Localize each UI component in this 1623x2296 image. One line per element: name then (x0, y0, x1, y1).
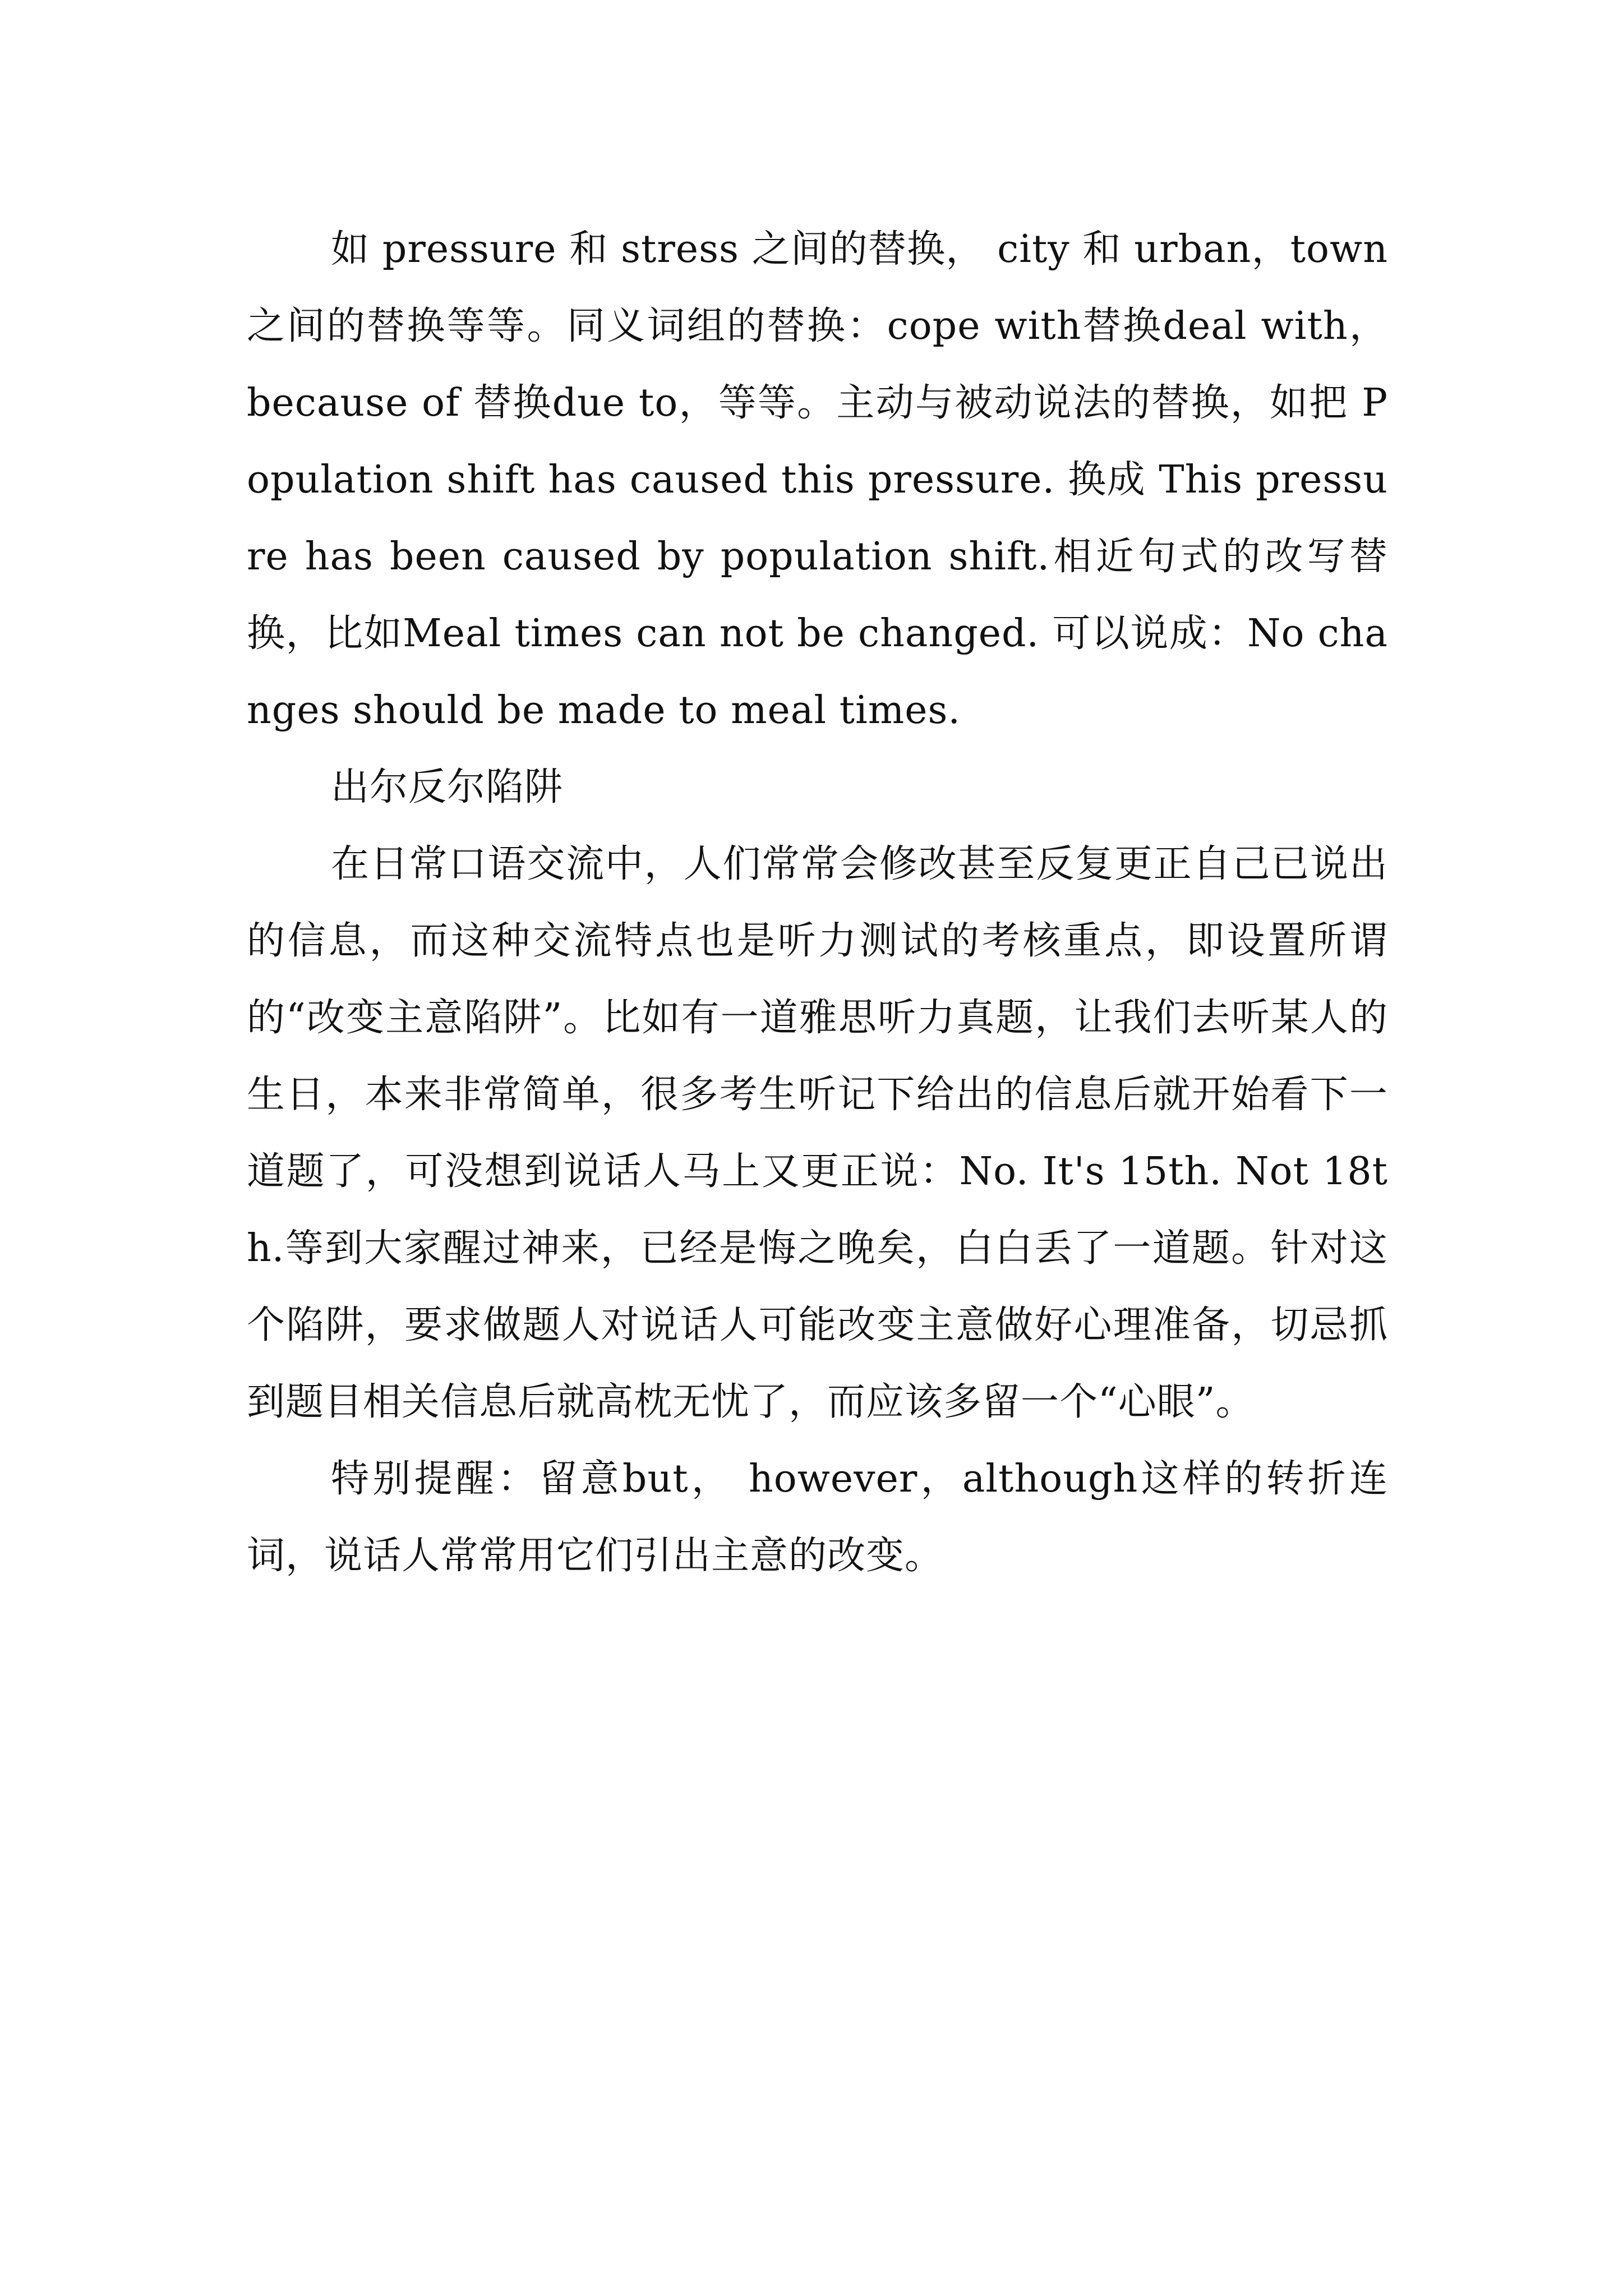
paragraph-special-reminder: 特别提醒：留意but， however，although这样的转折连词，说话人常常用它们引出主意的改变。 (247, 1457, 1388, 1578)
section-heading-change-of-mind-trap: 出尔反尔陷阱 (331, 765, 564, 809)
paragraph-change-of-mind-trap: 在日常口语交流中，人们常常会修改甚至反复更正自己已说出的信息，而这种交流特点也是听力测试的考核重点，即设置所谓的“改变主意陷阱”。比如有一道雅思听力真题，让我们去听某人的生日，本来非常简单，很多考生听记下给出的信息后就开始看下一道题了，可没想到说话人马上又更正说：No. It's 15th. Not 18th.等到大家醒过神来，已经是悔之晚矣，白白丢了一道题。针对这个陷阱，要求做题人对说话人可能改变主意做好心理准备，切忌抓到题目相关信息后就高枕无忧了，而应该多留一个“心眼”。 (247, 842, 1388, 1424)
document-body (247, 211, 1388, 1594)
paragraph-synonym-replacement: 如 pressure 和 stress 之间的替换， city 和 urban，town之间的替换等等。同义词组的替换：cope with替换deal with， because of 替换due to，等等。主动与被动说法的替换，如把 Population shift has caused this pressure. 换成 This pressure has been caused by population shift.相近句式的改写替换，比如Meal times can not be changed. 可以说成：No changes should be made to meal times. (247, 227, 1388, 733)
